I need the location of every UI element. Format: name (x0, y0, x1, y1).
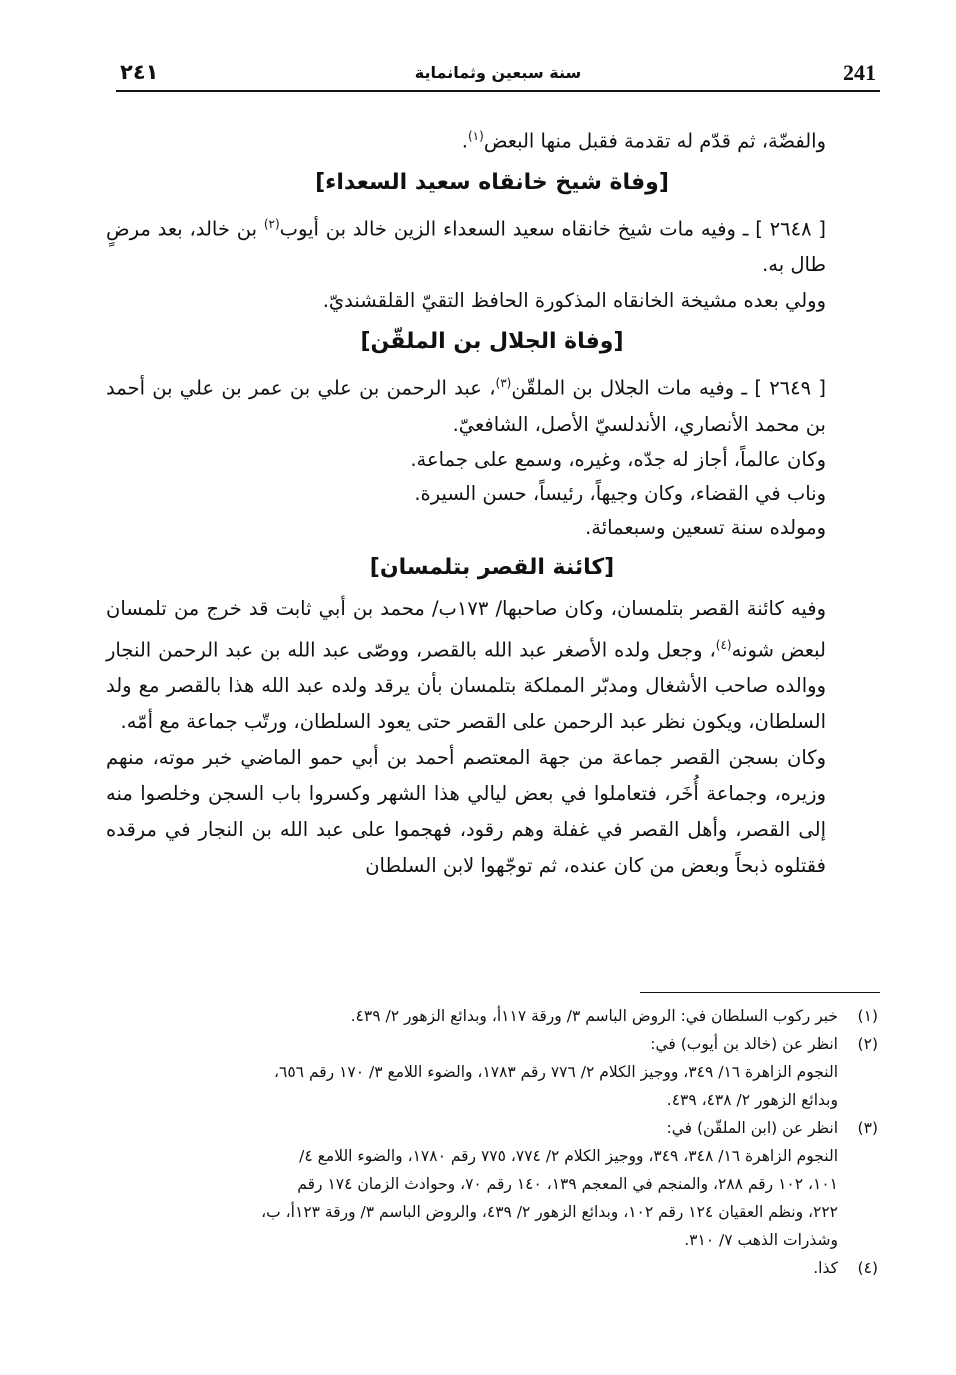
paragraph: وكان عالماً، أجاز له جدّه، وغيره، وسمع على جماعة. (410, 447, 826, 471)
footnote-line: النجوم الزاهرة ١٦/ ٣٤٨، ٣٤٩، ووجيز الكلام ٢/ ٧٧٤، ٧٧٥ رقم ١٧٨٠، والضوء اللامع ٤/ (299, 1147, 838, 1165)
section-heading: [وفاة الجلال بن الملقّن] (360, 329, 624, 354)
paragraph: وولي بعده مشيخة الخانقاه المذكورة الحافظ التقيّ القلقشنديّ. (322, 289, 826, 312)
footnote (106, 1030, 878, 1114)
footnote-number: (١) (857, 1007, 878, 1025)
page-number-latin: 241 (843, 60, 876, 85)
section-heading: [وفاة شيخ خانقاه سعيد السعداء] (315, 169, 669, 195)
footnote (106, 1254, 878, 1282)
footnote-line: انظر عن (ابن الملقّن) في: (666, 1119, 838, 1137)
paragraph: وفيه كائنة القصر بتلمسان، وكان صاحبها/ ١٧٣ب/ محمد بن أبي ثابت قد خرج من تلمسان لبعض شونه$^{(٤)}$، وجعل ولده الأصغر عبد الله بالقصر، ووصّى عبد الله بن عبد الرحمن النجار ووالده صاحب الأشغال ومدبّر المملكة بتلمسان بأن يرقد ولده عبد الله هذا بالقصر مع ولد السلطان، ويكون نظر عبد الرحمن على القصر حتى يعود السلطان، ورتّب جماعة مع أمّه. (106, 596, 826, 733)
footnote-ref[interactable]: (٢) (263, 216, 280, 231)
paragraph: والفضّة، ثم قدّم له تقدمة فقبل منها البعض$^{(١)}$. (461, 129, 826, 153)
footnote-line: ١٠١، ١٠٢ رقم ٢٨٨، والمنجم في المعجم ١٣٩، ١٤٠ رقم ٧٠، وحوادث الزمان ١٧٤ رقم (297, 1175, 838, 1193)
paragraph: [ ٢٦٤٩ ] ـ وفيه مات الجلال بن الملقّن$^{(٣)}$، عبد الرحمن بن علي بن عمر بن علي بن أحمد بن محمد الأنصاري، الأندلسيّ الأصل، الشافعيّ. (106, 376, 826, 436)
footnote-line: وبدائع الزهور ٢/ ٤٣٨، ٤٣٩. (666, 1091, 838, 1109)
footnote-number: (٣) (857, 1119, 878, 1137)
footnotes (106, 1002, 878, 1282)
footnote-line: ٢٢٢، ونظم العقيان ١٢٤ رقم ١٠٢، وبدائع الزهور ٢/ ٤٣٩، والروض الباسم ٣/ ورقة ١٢٣أ، ب، (261, 1203, 838, 1221)
paragraph: وكان بسجن القصر جماعة من جهة المعتصم أحمد بن أبي حمو الماضي خبر موته، منهم وزيره، وجماعة أُخَر، فتعاملوا في بعض ليالي هذا الشهر وكسروا باب السجن وخلصوا منه إلى القصر، وأهل القصر في غفلة وهم رقود، فهجموا على عبد الله بن النجار في مرقده فقتلوه ذبحاً وبعض من كان عنده، ثم توجّهوا لابن السلطان (106, 746, 826, 877)
section-heading: [كائنة القصر بتلمسان] (369, 554, 615, 580)
footnote-line: النجوم الزاهرة ١٦/ ٣٤٩، ووجيز الكلام ٢/ ٧٧٦ رقم ١٧٨٣، والضوء اللامع ٣/ ١٧٠ رقم ٦٥٦، (274, 1063, 838, 1081)
footnote-ref[interactable]: (٣) (495, 376, 512, 390)
footnote-rule (640, 992, 880, 993)
main-text (106, 118, 878, 884)
footnote (106, 1114, 878, 1254)
footnote (106, 1002, 878, 1030)
footnote-ref[interactable]: (١) (467, 129, 484, 143)
footnote-ref[interactable]: (٤) (715, 637, 732, 652)
header-rule (116, 90, 880, 92)
footnote-number: (٢) (857, 1035, 878, 1053)
page-number-arabic: ٢٤١ (120, 60, 159, 84)
footnote-line: انظر عن (خالد بن أيوب) في: (650, 1035, 838, 1053)
paragraph: [ ٢٦٤٨ ] ـ وفيه مات شيخ خانقاه سعيد السعداء الزين خالد بن أيوب$^{(٢)}$ بن خالد، بعد مرضٍ طال به. (106, 216, 826, 276)
paragraph: وناب في القضاء، وكان وجيهاً، رئيساً، حسن السيرة. (414, 481, 826, 505)
page-header (116, 58, 880, 92)
paragraph: ومولده سنة تسعين وسبعمائة. (585, 515, 826, 539)
footnote-line: وشذرات الذهب ٧/ ٣١٠. (684, 1231, 838, 1249)
running-title: سنة سبعين وثمانماية (414, 63, 582, 82)
footnote-line: كذا. (813, 1259, 838, 1277)
footnote-line: خبر ركوب السلطان في: الروض الباسم ٣/ ورقة ١١٧أ، وبدائع الزهور ٢/ ٤٣٩. (350, 1007, 838, 1025)
footnote-number: (٤) (857, 1259, 878, 1277)
